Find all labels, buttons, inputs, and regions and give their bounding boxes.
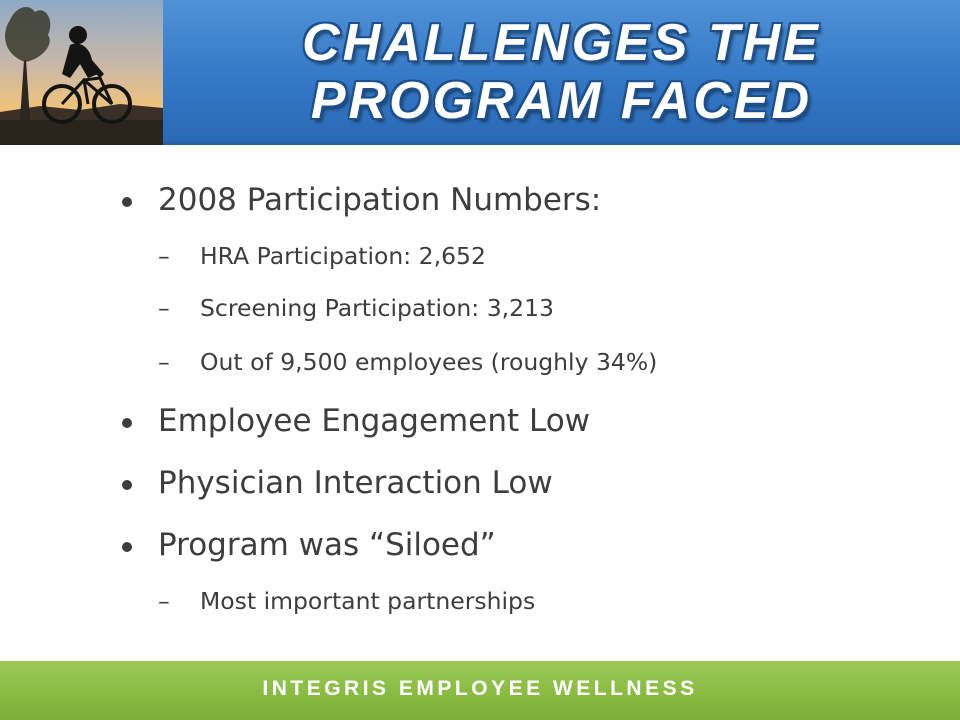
sub-bullet-text: Out of 9,500 employees (roughly 34%) xyxy=(200,348,658,376)
bullet-item xyxy=(122,527,496,563)
slide-title-line-2: PROGRAM FACED xyxy=(310,72,813,130)
dash-icon: – xyxy=(158,587,170,615)
bullet-icon xyxy=(122,542,132,552)
sub-bullet-text: Most important partnerships xyxy=(200,587,536,615)
footer-bar xyxy=(0,661,960,720)
title-banner-edge xyxy=(163,139,960,145)
bullet-icon xyxy=(122,418,132,428)
dash-icon: – xyxy=(158,242,170,270)
cyclist-photo xyxy=(0,0,163,145)
bullet-item xyxy=(122,465,553,501)
bullet-text: Physician Interaction Low xyxy=(158,465,553,501)
sub-bullet-text: HRA Participation: 2,652 xyxy=(200,242,486,270)
sub-bullet-item xyxy=(158,587,535,615)
sub-bullet-item xyxy=(158,242,486,270)
bullet-text: Program was “Siloed” xyxy=(158,527,496,563)
dash-icon: – xyxy=(158,294,170,322)
dash-icon: – xyxy=(158,348,170,376)
bullet-text: 2008 Participation Numbers: xyxy=(158,182,602,218)
sub-bullet-text: Screening Participation: 3,213 xyxy=(200,294,554,322)
bullet-icon xyxy=(122,197,132,207)
sub-bullet-item xyxy=(158,294,554,322)
bullet-text: Employee Engagement Low xyxy=(158,403,591,439)
slide-title xyxy=(163,14,960,130)
title-banner xyxy=(163,0,960,145)
sub-bullet-item xyxy=(158,348,657,376)
footer-text: INTEGRIS EMPLOYEE WELLNESS xyxy=(262,677,698,700)
slide-title-line-1: CHALLENGES THE xyxy=(302,14,821,72)
bullet-item xyxy=(122,182,601,218)
bullet-item xyxy=(122,403,590,439)
bullet-icon xyxy=(122,480,132,490)
